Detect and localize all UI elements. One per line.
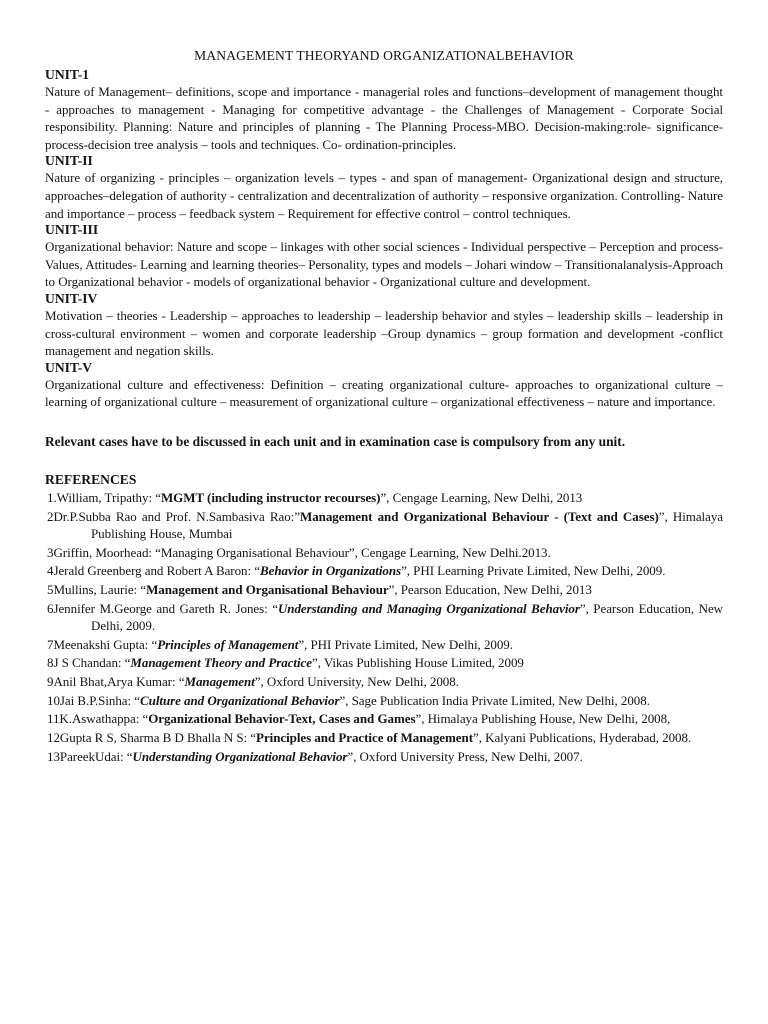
- reference-author: Jennifer M.George and Gareth R. Jones: “: [53, 600, 278, 616]
- reference-item: [45, 489, 723, 506]
- unit-body: Organizational culture and effectiveness: Definition – creating organizational culture- approaches to organizational culture – learning of organizational culture – measurement of organizational culture – organizational effectiveness – nature and importance.: [45, 376, 723, 410]
- reference-author: Griffin, Moorhead: “Managing Organisational Behaviour: [53, 544, 349, 560]
- unit-body: Organizational behavior: Nature and scope – linkages with other social sciences - Individual perspective – Perception and process- Values, Attitudes- Learning and learning theories– Personality, types and models – Johari window – Transitionalanalysis-Approach to Organizational behavior - models of organizational behavior - Organizational culture and development.: [45, 239, 723, 290]
- reference-number: 1.: [47, 489, 57, 505]
- reference-publisher: ”, Kalyani Publications, Hyderabad, 2008.: [472, 730, 692, 746]
- references-list: [45, 489, 723, 765]
- reference-number: 10: [47, 692, 60, 708]
- reference-number: 6: [47, 600, 54, 616]
- unit-section: [45, 291, 723, 360]
- reference-item: [45, 636, 723, 653]
- reference-number: 12: [47, 730, 60, 746]
- unit-heading: UNIT-V: [45, 359, 93, 375]
- reference-title: Understanding Organizational Behavior: [132, 748, 348, 764]
- reference-title: Principles and Practice of Management: [256, 730, 473, 746]
- reference-item: [45, 508, 723, 542]
- unit-body: Nature of Management– definitions, scope and importance - managerial roles and functions–development of management thought - approaches to management - Managing for competitive advantage - the Challenges of Management - Corporate Social responsibility. Planning: Nature and principles of planning - The Planning Process-MBO. Decision-making:role- significance- process-decision tree analysis – tools and techniques. Co- ordination-principles.: [45, 84, 723, 152]
- reference-item: [45, 748, 723, 765]
- reference-author: Jerald Greenberg and Robert A Baron: “: [53, 563, 260, 579]
- reference-item: [45, 673, 723, 690]
- reference-number: 7: [47, 636, 54, 652]
- syllabus-page: [45, 47, 723, 766]
- reference-item: [45, 600, 723, 634]
- reference-title: Culture and Organizational Behavior: [140, 692, 340, 708]
- reference-author: Gupta R S, Sharma B D Bhalla N S: “: [59, 730, 257, 746]
- reference-number: 4: [47, 563, 54, 579]
- unit-section: [45, 153, 723, 222]
- reference-item: [45, 692, 723, 709]
- reference-author: Jai B.P.Sinha: “: [59, 692, 141, 708]
- reference-publisher: ”, PHI Private Limited, New Delhi, 2009.: [298, 636, 513, 652]
- reference-author: Meenakshi Gupta: “: [53, 636, 158, 652]
- reference-item: [45, 729, 723, 746]
- reference-number: 11: [47, 711, 60, 727]
- reference-publisher: ”, Cengage Learning, New Delhi.2013.: [348, 544, 551, 560]
- reference-item: [45, 710, 723, 727]
- reference-publisher: ”, Himalaya Publishing House, Mumbai: [91, 508, 723, 541]
- reference-publisher: ”, Oxford University, New Delhi, 2008.: [254, 673, 459, 689]
- reference-number: 3: [47, 544, 54, 560]
- reference-publisher: ”, Himalaya Publishing House, New Delhi, 2008,: [415, 711, 671, 727]
- reference-publisher: ”, PHI Learning Private Limited, New Delhi, 2009.: [401, 563, 666, 579]
- reference-publisher: ”, Vikas Publishing House Limited, 2009: [311, 655, 524, 671]
- unit-heading: UNIT-III: [45, 222, 99, 238]
- reference-title: Understanding and Managing Organizational Behavior: [277, 600, 580, 616]
- reference-author: Anil Bhat,Arya Kumar: “: [53, 673, 185, 689]
- document-title: MANAGEMENT THEORYAND ORGANIZATIONALBEHAVIOR: [194, 48, 574, 63]
- reference-author: K.Aswathappa: “: [59, 711, 149, 727]
- unit-section: [45, 360, 723, 411]
- reference-title: Management Theory and Practice: [130, 655, 312, 671]
- reference-title: Management: [184, 673, 255, 689]
- unit-section: [45, 222, 723, 291]
- unit-heading: UNIT-II: [45, 153, 93, 169]
- reference-author: William, Tripathy: “: [56, 489, 161, 505]
- reference-item: [45, 581, 723, 598]
- reference-author: J S Chandan: “: [53, 655, 131, 671]
- reference-item: [45, 654, 723, 671]
- reference-publisher: ”, Pearson Education, New Delhi, 2009.: [91, 600, 724, 633]
- reference-title: Principles of Management: [157, 636, 299, 652]
- reference-title: Management and Organizational Behaviour - (Text and Cases): [299, 508, 659, 524]
- reference-number: 2: [47, 508, 54, 524]
- reference-author: PareekUdai: “: [59, 748, 133, 764]
- reference-publisher: ”, Sage Publication India Private Limited, New Delhi, 2008.: [339, 692, 650, 708]
- unit-body: Motivation – theories - Leadership – approaches to leadership – leadership behavior and styles – leadership skills – leadership in cross-cultural environment – women and corporate leadership –Group dynamics – group formation and development -conflict management and negation skills.: [45, 307, 723, 359]
- reference-number: 8: [47, 655, 54, 671]
- reference-title: MGMT (including instructor recourses): [160, 489, 381, 505]
- reference-title: Management and Organisational Behaviour: [146, 581, 389, 597]
- references-heading: REFERENCES: [45, 471, 137, 487]
- reference-item: [45, 562, 723, 579]
- reference-item: [45, 544, 723, 561]
- unit-section: [45, 67, 723, 153]
- reference-author: Mullins, Laurie: “: [53, 581, 147, 597]
- reference-title: Organizational Behavior-Text, Cases and Games: [148, 711, 416, 727]
- reference-title: Behavior in Organizations: [259, 563, 402, 579]
- reference-number: 9: [47, 673, 54, 689]
- reference-author: Dr.P.Subba Rao and Prof. N.Sambasiva Rao:”: [53, 508, 300, 524]
- reference-number: 13: [47, 748, 60, 764]
- reference-number: 5: [47, 581, 54, 597]
- case-note: Relevant cases have to be discussed in each unit and in examination case is compulsory from any unit.: [45, 433, 626, 449]
- unit-heading: UNIT-IV: [45, 290, 98, 306]
- unit-heading: UNIT-1: [45, 67, 90, 82]
- reference-publisher: ”, Cengage Learning, New Delhi, 2013: [380, 489, 583, 505]
- reference-publisher: ”, Pearson Education, New Delhi, 2013: [388, 581, 592, 597]
- reference-publisher: ”, Oxford University Press, New Delhi, 2007.: [347, 748, 583, 764]
- unit-body: Nature of organizing - principles – organization levels – types - and span of management- Organizational design and structure, approaches–delegation of authority - centralization and decentralization of authority – responsive organization. Controlling- Nature and importance – process – feedback system – Requirement for effective control – control techniques.: [45, 170, 723, 221]
